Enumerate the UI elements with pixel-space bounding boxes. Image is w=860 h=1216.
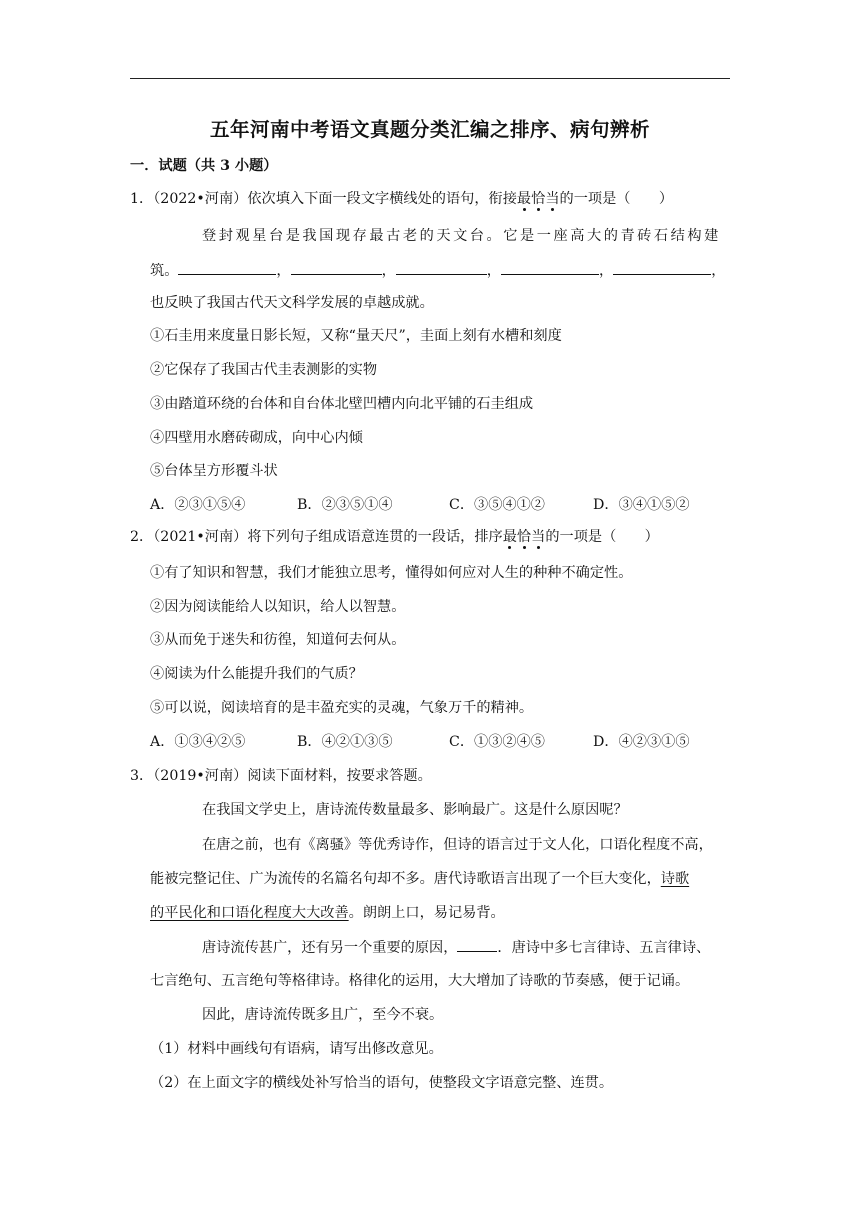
q3-paragraph: 在唐之前，也有《离骚》等优秀诗作，但诗的语言过于文人化，口语化程度不高， <box>202 837 713 853</box>
underlined-sentence: 诗歌 <box>660 871 690 887</box>
answer-blank <box>178 260 276 275</box>
q3-subquestion-1: （1）材料中画线句有语病，请写出修改意见。 <box>150 1041 443 1057</box>
q1-stem-pre: 1．（2022•河南）依次填入下面一段文字横线处的语句，衔接 <box>130 191 517 207</box>
q3-paragraph: 七言绝句、五言绝句等格律诗。格律化的运用，大大增加了诗歌的节奏感，便于记诵。 <box>150 973 690 989</box>
q2-emphasis-char: 最 <box>502 529 517 545</box>
q2-item: ②因为阅读能给人以知识，给人以智慧。 <box>150 599 406 615</box>
answer-blank <box>396 260 487 275</box>
q1-option-b[interactable]: B．②③⑤①④ <box>297 497 393 513</box>
q1-stem <box>130 189 673 209</box>
q1-item: ⑤台体呈方形覆斗状 <box>150 463 278 479</box>
q1-emphasis-char: 恰 <box>531 191 546 207</box>
section-heading: 一．试题（共 3 小题） <box>130 158 278 174</box>
q2-item: ④阅读为什么能提升我们的气质？ <box>150 666 363 682</box>
answer-blank <box>291 260 382 275</box>
q3-paragraph <box>150 869 689 889</box>
q1-passage-line2: 筑。 ， ， ， ， ， <box>150 260 725 281</box>
q2-emphasis-char: 恰 <box>516 529 532 545</box>
q2-item: ③从而免于迷失和彷徨，知道何去何从。 <box>150 632 406 648</box>
q1-emphasis-char: 最 <box>516 191 532 207</box>
q1-passage-line3: 也反映了我国古代天文科学发展的卓越成就。 <box>150 295 434 311</box>
q1-option-d[interactable]: D．③④①⑤② <box>593 497 690 513</box>
q2-stem <box>130 527 659 547</box>
q2-option-b[interactable]: B．④②①③⑤ <box>297 734 393 750</box>
page-title: 五年河南中考语文真题分类汇编之排序、病句辨析 <box>209 118 650 141</box>
q3-paragraph <box>150 903 505 923</box>
q2-option-a[interactable]: A．①③④②⑤ <box>150 734 246 750</box>
q2-stem-post: 的一项是（ ） <box>545 529 659 545</box>
q1-item: ③由踏道环绕的台体和自台体北壁凹槽内向北平铺的石圭组成 <box>150 396 534 412</box>
q2-item: ⑤可以说，阅读培育的是丰盈充实的灵魂，气象万千的精神。 <box>150 700 534 716</box>
q1-item: ①石圭用来度量日影长短，又称“量天尺”，圭面上刻有水槽和刻度 <box>150 328 562 344</box>
q2-option-d[interactable]: D．④②③①⑤ <box>593 734 690 750</box>
q3-paragraph: 因此，唐诗流传既多且广，至今不衰。 <box>202 1007 444 1023</box>
q2-option-c[interactable]: C．①③②④⑤ <box>449 734 545 750</box>
answer-blank <box>501 260 599 275</box>
q1-emphasis-char: 当 <box>545 191 560 207</box>
q1-option-c[interactable]: C．③⑤④①② <box>449 497 545 513</box>
q1-passage-line1: 登封观星台是我国现存最古老的天文台。它是一座高大的青砖石结构建 <box>202 228 721 244</box>
q3-text: ．唐诗中多七言律诗、五言律诗、 <box>497 940 711 956</box>
q3-subquestion-2: （2）在上面文字的横线处补写恰当的语句，使整段文字语意完整、连贯。 <box>150 1075 614 1091</box>
answer-blank <box>613 260 711 275</box>
q1-item: ④四壁用水磨砖砌成，向中心内倾 <box>150 430 363 446</box>
q3-text: 唐诗流传甚广，还有另一个重要的原因， <box>202 940 458 956</box>
underlined-sentence: 的平民化和口语化程度大大改善 <box>150 905 349 921</box>
q3-stem: 3．（2019•河南）阅读下面材料，按要求答题。 <box>130 768 432 784</box>
q1-passage-line2-start: 筑。 <box>150 263 179 279</box>
q3-text: 能被完整记住、广为流传的名篇名句却不多。唐代诗歌语言出现了一个巨大变化， <box>150 871 661 887</box>
q2-emphasis-char: 当 <box>531 529 546 545</box>
q3-paragraph: 在我国文学史上，唐诗流传数量最多、影响最广。这是什么原因呢？ <box>202 802 628 818</box>
q3-text: 。朗朗上口，易记易背。 <box>348 905 505 921</box>
q3-paragraph <box>202 937 710 958</box>
header-rule <box>130 78 730 79</box>
answer-blank <box>457 937 497 952</box>
q2-stem-pre: 2．（2021•河南）将下列句子组成语意连贯的一段话，排序 <box>130 529 503 545</box>
q2-item: ①有了知识和智慧，我们才能独立思考，懂得如何应对人生的种种不确定性。 <box>150 565 633 581</box>
q1-option-a[interactable]: A．②③①⑤④ <box>150 497 246 513</box>
q1-item: ②它保存了我国古代圭表测影的实物 <box>150 362 378 378</box>
q1-stem-post: 的一项是（ ） <box>559 191 674 207</box>
